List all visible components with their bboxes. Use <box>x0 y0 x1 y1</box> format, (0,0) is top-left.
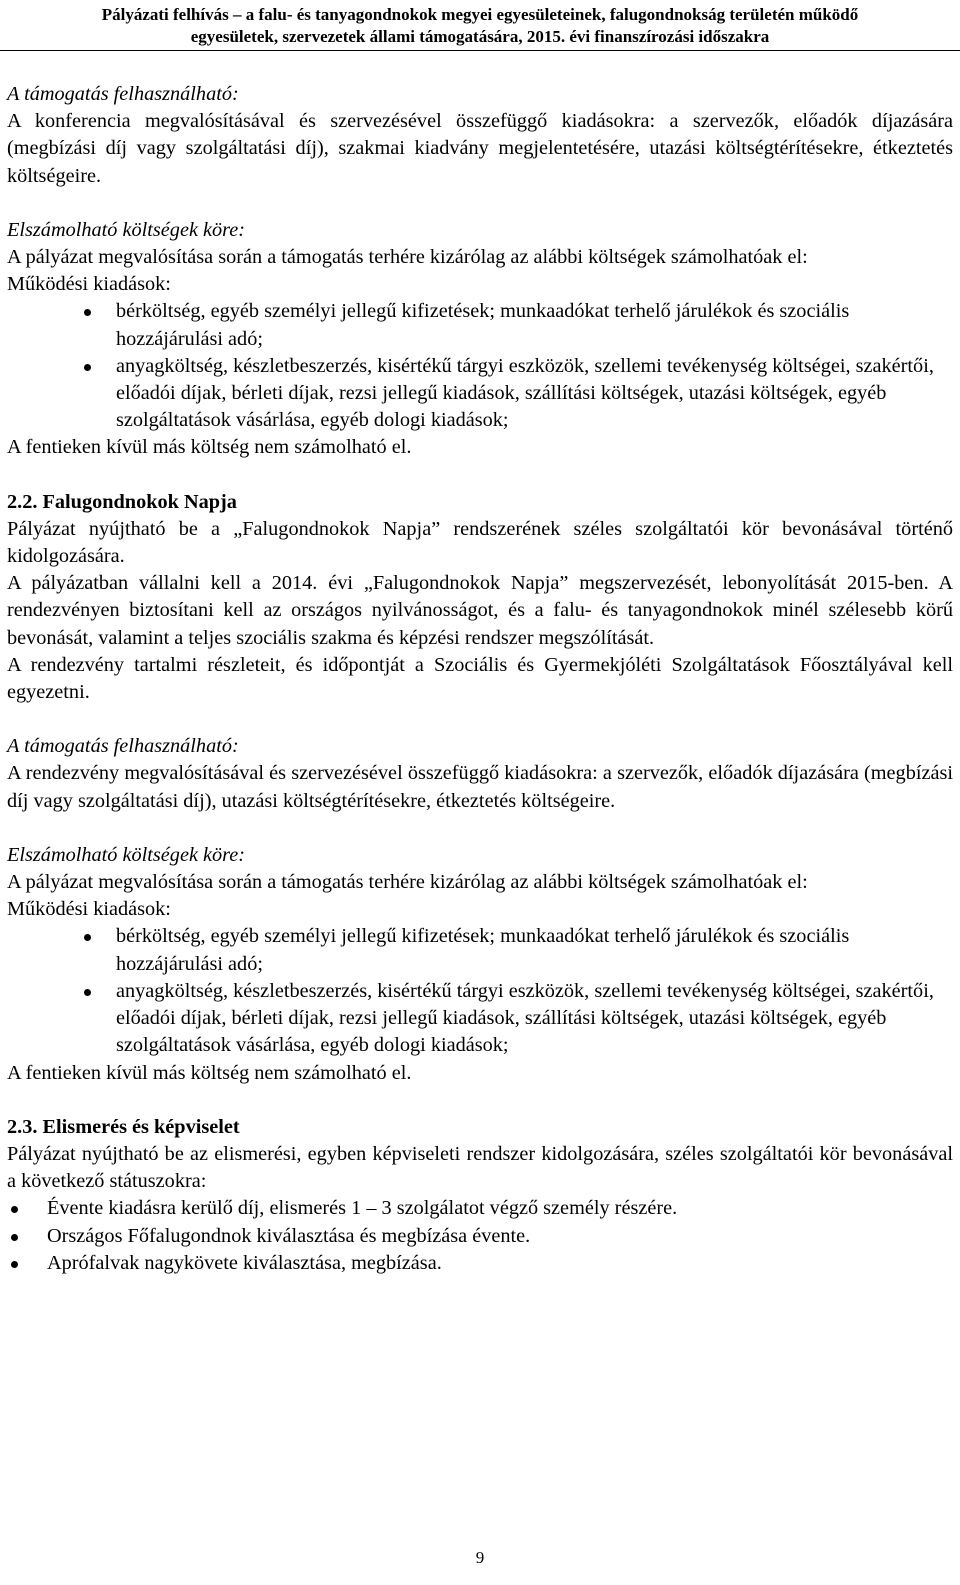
eligible-heading: Elszámolható költségek köre: <box>7 843 246 866</box>
header-line-1: Pályázati felhívás – a falu- és tanyagondnokok megyei egyesületeinek, falugondnokság területén működő <box>101 5 859 24</box>
list-item: anyagköltség, készletbeszerzés, kisértékű tárgyi eszközök, szellemi tevékenység költségei, szakértői, előadói díjak, bérleti díjak, rezsi jellegű kiadások, szállítási költségek, utazási költségek, egyéb szolgáltatások vásárlása, egyéb dologi kiadások; <box>7 353 953 435</box>
header-line-2: egyesületek, szervezetek állami támogatására, 2015. évi finanszírozási időszakra <box>190 27 770 46</box>
operating-label: Működési kiadások: <box>7 898 171 921</box>
eligible-intro: A pályázat megvalósítása során a támogatás terhére kizárólag az alábbi költségek számolhatóak el: <box>7 246 808 269</box>
bullet-icon <box>84 309 91 316</box>
bullet-icon <box>11 1234 18 1241</box>
document-body <box>7 81 953 1277</box>
list-item: Aprófalvak nagykövete kiválasztása, megbízása. <box>7 1250 953 1277</box>
list-item: Évente kiadásra kerülő díj, elismerés 1 – 3 szolgálatot végző személy részére. <box>7 1195 953 1222</box>
bullet-icon <box>11 1206 18 1213</box>
usage-heading: A támogatás felhasználható: <box>7 83 239 105</box>
cost-list <box>7 923 953 1059</box>
list-item: bérköltség, egyéb személyi jellegű kifizetések; munkaadókat terhelő járulékok és szociális hozzájárulási adó; <box>7 298 953 352</box>
section-heading-2-3: 2.3. Elismerés és képviselet <box>7 1115 240 1138</box>
page-number: 9 <box>475 1548 485 1567</box>
paragraph: A rendezvény tartalmi részleteit, és időpontját a Szociális és Gyermekjóléti Szolgáltatások Főosztályával kell egyezetni. <box>7 653 953 704</box>
list-item: Országos Főfalugondnok kiválasztása és megbízása évente. <box>7 1223 953 1250</box>
usage-heading: A támogatás felhasználható: <box>7 735 239 758</box>
section-heading-2-2: 2.2. Falugondnokok Napja <box>7 490 237 513</box>
bullet-icon <box>84 364 91 371</box>
list-item: anyagköltség, készletbeszerzés, kisértékű tárgyi eszközök, szellemi tevékenység költségei, szakértői, előadói díjak, bérleti díjak, rezsi jellegű kiadások, szállítási költségek, utazási költségek, egyéb szolgáltatások vásárlása, egyéb dologi kiadások; <box>7 978 953 1060</box>
bullet-icon <box>84 989 91 996</box>
usage-text: A konferencia megvalósításával és szervezésével összefüggő kiadásokra: a szervezők, előadók díjazására (megbízási díj vagy szolgáltatási díj), szakmai kiadvány megjelentetésére, utazási költségtérítésekre, étkeztetés költségeire. <box>7 110 953 187</box>
eligible-intro: A pályázat megvalósítása során a támogatás terhére kizárólag az alábbi költségek számolhatóak el: <box>7 871 808 894</box>
bullet-icon <box>84 934 91 941</box>
operating-label: Működési kiadások: <box>7 273 171 296</box>
eligible-heading: Elszámolható költségek köre: <box>7 218 246 241</box>
header-divider <box>0 50 960 51</box>
paragraph: Pályázat nyújtható be az elismerési, egyben képviseleti rendszer kidolgozására, széles szolgáltatói kör bevonásával a következő státuszokra: <box>7 1142 953 1193</box>
list-item: bérköltség, egyéb személyi jellegű kifizetések; munkaadókat terhelő járulékok és szociális hozzájárulási adó; <box>7 923 953 977</box>
cost-list <box>7 298 953 434</box>
paragraph: Pályázat nyújtható be a „Falugondnokok Napja” rendszerének széles szolgáltatói kör bevonásával történő kidolgozására. <box>7 517 953 568</box>
closing-sentence: A fentieken kívül más költség nem számolható el. <box>7 1061 412 1084</box>
bullet-icon <box>11 1261 18 1268</box>
running-header <box>0 4 960 48</box>
paragraph: A pályázatban vállalni kell a 2014. évi „Falugondnokok Napja” megszervezését, lebonyolítását 2015-ben. A rendezvényen biztosítani kell az országos nyilvánosságot, és a falu- és tanyagondnokok minél szélesebb körű bevonását, valamint a teljes szociális szakma és képzési rendszer megszólítását. <box>7 572 953 649</box>
closing-sentence: A fentieken kívül más költség nem számolható el. <box>7 436 412 459</box>
status-list <box>7 1195 953 1277</box>
usage-text: A rendezvény megvalósításával és szervezésével összefüggő kiadásokra: a szervezők, előadók díjazására (megbízási díj vagy szolgáltatási díj), utazási költségtérítésekre, étkeztetés költségeire. <box>7 762 953 812</box>
